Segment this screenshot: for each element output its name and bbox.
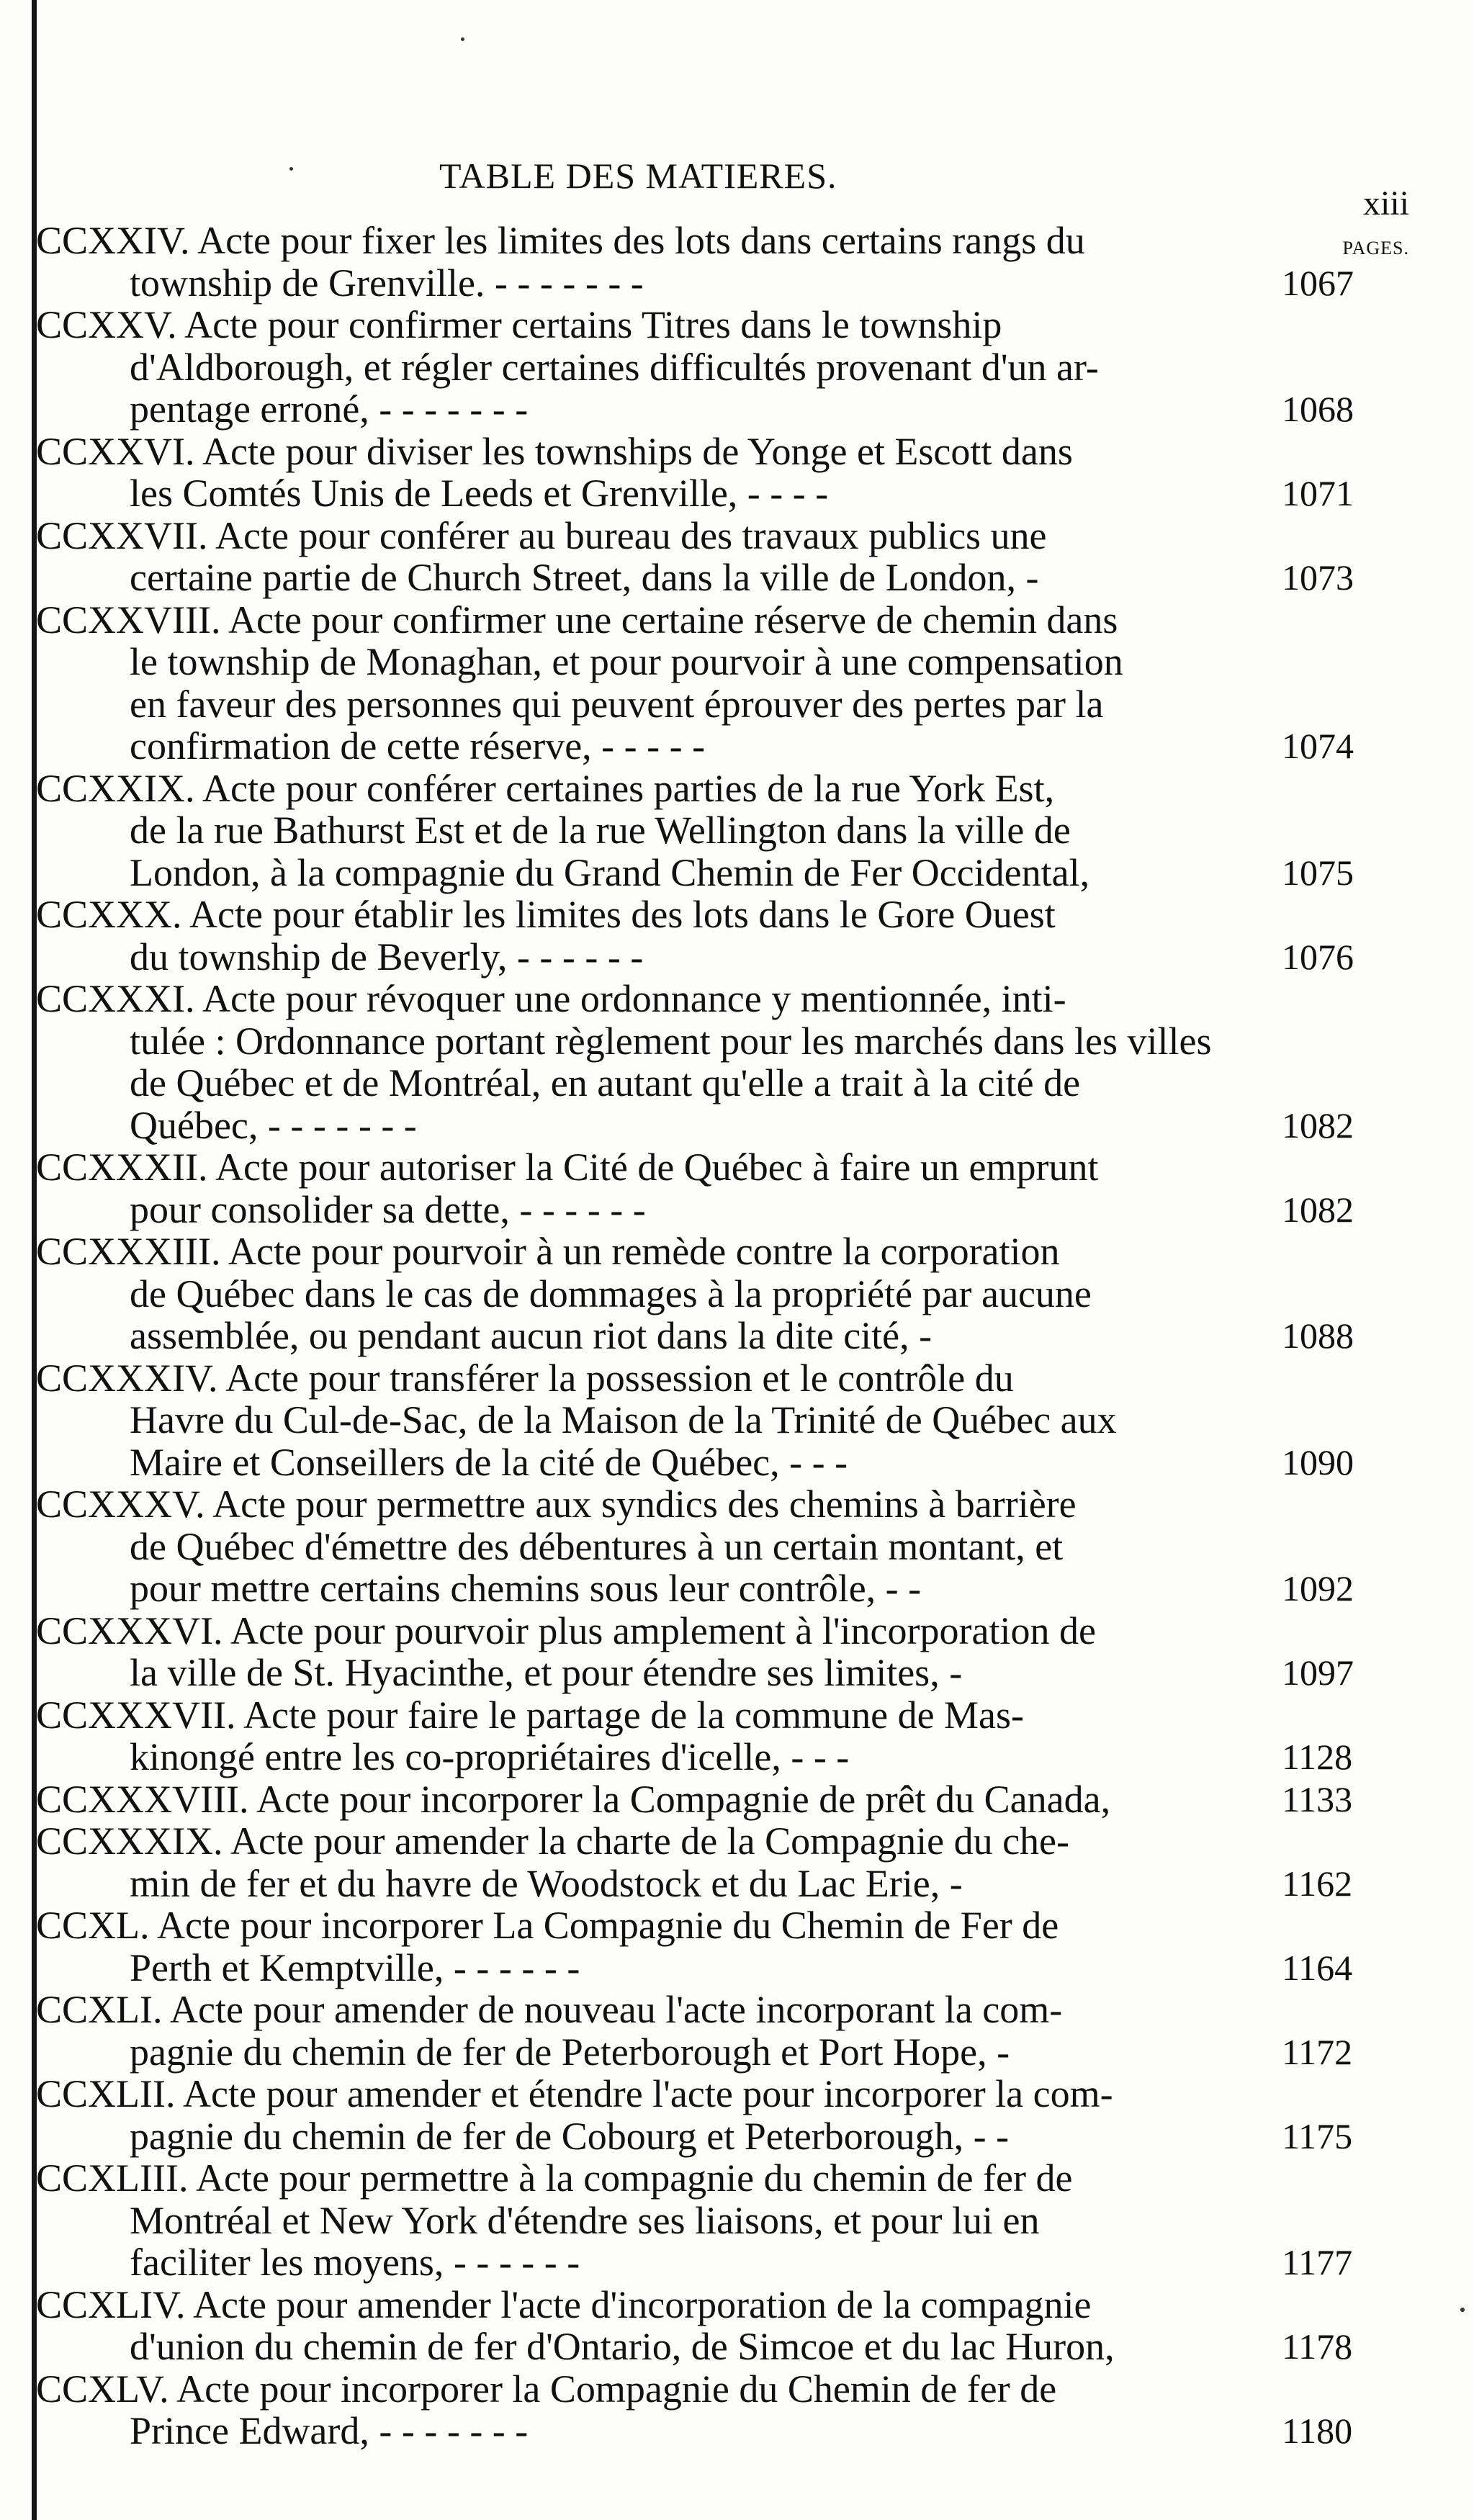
toc-entry — [36, 515, 1404, 599]
toc-entry — [36, 1820, 1404, 1904]
toc-entry-title-line: CCXXXVIII. Acte pour incorporer la Compagnie de prêt du Canada, — [36, 1777, 1111, 1821]
toc-entry-title-line: CCXXV. Acte pour confirmer certains Titres dans le township — [36, 303, 1002, 346]
table-of-contents — [36, 220, 1404, 2452]
page-number: xiii — [1362, 184, 1409, 222]
toc-entry-page-number: 1067 — [1282, 262, 1354, 303]
toc-entry-continuation-line: Québec, - - - - - - - — [130, 1103, 417, 1147]
toc-entry — [36, 1989, 1404, 2073]
ink-speck — [1460, 2308, 1465, 2312]
toc-entry — [36, 1146, 1404, 1230]
toc-entry-continuation-line: Maire et Conseillers de la cité de Québec, - - - — [130, 1440, 848, 1484]
toc-entry — [36, 768, 1404, 894]
toc-entry-continuation-line: faciliter les moyens, - - - - - - — [130, 2241, 580, 2284]
toc-entry — [36, 1694, 1404, 1778]
toc-entry — [36, 2368, 1404, 2452]
toc-entry-continuation-line: pour consolider sa dette, - - - - - - — [130, 1187, 646, 1231]
toc-entry-continuation-line: min de fer et du havre de Woodstock et du Lac Erie, - — [130, 1861, 963, 1905]
toc-entry-page-number: 1082 — [1282, 1104, 1354, 1146]
toc-entry-title-line: CCXXXI. Acte pour révoquer une ordonnance y mentionnée, inti- — [36, 977, 1066, 1020]
toc-entry-page-number: 1076 — [1282, 936, 1354, 977]
toc-entry-continuation-line: Prince Edward, - - - - - - - — [130, 2409, 529, 2452]
toc-entry-page-number: 1097 — [1282, 1652, 1354, 1693]
toc-entry — [36, 1778, 1404, 1821]
toc-entry-continuation-line: Montréal et New York d'étendre ses liaisons, et pour lui en — [130, 2198, 1040, 2242]
toc-entry-continuation-line: township de Grenville. - - - - - - - — [130, 261, 644, 305]
toc-entry-continuation-line: du township de Beverly, - - - - - - — [130, 935, 644, 978]
toc-entry-page-number: 1068 — [1282, 389, 1354, 429]
toc-entry-page-number: 1177 — [1282, 2242, 1353, 2282]
toc-entry-title-line: CCXXXIII. Acte pour pourvoir à un remède contre la corporation — [36, 1230, 1060, 1273]
toc-entry — [36, 431, 1404, 515]
toc-entry-title-line: CCXXXV. Acte pour permettre aux syndics des chemins à barrière — [36, 1482, 1077, 1526]
toc-entry-title-line: CCXLV. Acte pour incorporer la Compagnie du Chemin de fer de — [36, 2367, 1057, 2411]
toc-entry-page-number: 1162 — [1282, 1863, 1353, 1904]
toc-entry-continuation-line: pour mettre certains chemins sous leur contrôle, - - — [130, 1567, 922, 1610]
toc-entry-continuation-line: London, à la compagnie du Grand Chemin de Fer Occidental, — [130, 850, 1090, 894]
toc-entry-continuation-line: d'union du chemin de fer d'Ontario, de Simcoe et du lac Huron, — [130, 2325, 1115, 2368]
ink-speck — [461, 37, 464, 41]
toc-entry-page-number: 1172 — [1282, 2031, 1353, 2072]
toc-entry — [36, 2157, 1404, 2284]
toc-entry-page-number: 1075 — [1282, 852, 1354, 893]
toc-entry-page-number: 1164 — [1282, 1947, 1353, 1988]
toc-entry-title-line: CCXXXVI. Acte pour pourvoir plus amplement à l'incorporation de — [36, 1608, 1096, 1652]
toc-entry-continuation-line: confirmation de cette réserve, - - - - - — [130, 724, 706, 768]
toc-entry-title-line: CCXLI. Acte pour amender de nouveau l'acte incorporant la com- — [36, 1988, 1063, 2031]
toc-entry-title-line: CCXXIX. Acte pour conférer certaines parties de la rue York Est, — [36, 766, 1055, 810]
toc-entry-title-line: CCXXXVII. Acte pour faire le partage de la commune de Mas- — [36, 1693, 1025, 1737]
toc-entry-continuation-line: pentage erroné, - - - - - - - — [130, 387, 529, 431]
toc-entry — [36, 1230, 1404, 1357]
toc-entry-title-line: CCXXXII. Acte pour autoriser la Cité de Québec à faire un emprunt — [36, 1146, 1099, 1189]
toc-entry-page-number: 1133 — [1282, 1778, 1353, 1819]
toc-entry-page-number: 1071 — [1282, 473, 1354, 513]
toc-entry-continuation-line: Perth et Kemptville, - - - - - - — [130, 1945, 580, 1989]
toc-entry-title-line: CCXLII. Acte pour amender et étendre l'acte pour incorporer la com- — [36, 2072, 1113, 2115]
toc-entry-continuation-line: en faveur des personnes qui peuvent éprouver des pertes par la — [130, 682, 1104, 726]
toc-entry-title-line: CCXXXIV. Acte pour transférer la possession et le contrôle du — [36, 1356, 1014, 1400]
toc-entry-page-number: 1128 — [1282, 1737, 1353, 1777]
toc-entry-page-number: 1090 — [1282, 1441, 1354, 1482]
toc-entry-continuation-line: pagnie du chemin de fer de Cobourg et Peterborough, - - — [130, 2114, 1010, 2158]
toc-entry-title-line: CCXXXIX. Acte pour amender la charte de la Compagnie du che- — [36, 1819, 1070, 1863]
toc-entry-title-line: CCXXX. Acte pour établir les limites des lots dans le Gore Ouest — [36, 893, 1056, 936]
toc-entry-page-number: 1180 — [1282, 2411, 1353, 2451]
page-header — [0, 155, 1474, 222]
toc-entry-continuation-line: kinongé entre les co-propriétaires d'icelle, - - - — [130, 1735, 850, 1778]
toc-entry-page-number: 1175 — [1282, 2115, 1353, 2156]
toc-entry-continuation-line: le township de Monaghan, et pour pourvoir à une compensation — [130, 640, 1123, 683]
toc-entry-continuation-line: tulée : Ordonnance portant règlement pour les marchés dans les villes — [130, 1019, 1212, 1063]
toc-entry-continuation-line: pagnie du chemin de fer de Peterborough et Port Hope, - — [130, 2030, 1010, 2074]
toc-entry-continuation-line: de Québec d'émettre des débentures à un certain montant, et — [130, 1524, 1064, 1568]
toc-entry-continuation-line: de Québec et de Montréal, en autant qu'elle a trait à la cité de — [130, 1061, 1081, 1104]
toc-entry-continuation-line: d'Aldborough, et régler certaines difficultés provenant d'un ar- — [130, 345, 1099, 389]
toc-entry — [36, 599, 1404, 768]
toc-entry-page-number: 1073 — [1282, 557, 1354, 598]
toc-entry — [36, 1357, 1404, 1484]
toc-entry-title-line: CCXLIV. Acte pour amender l'acte d'incorporation de la compagnie — [36, 2282, 1092, 2326]
toc-entry-page-number: 1088 — [1282, 1315, 1354, 1356]
toc-entry-continuation-line: les Comtés Unis de Leeds et Grenville, - - - - — [130, 472, 829, 515]
toc-entry-page-number: 1092 — [1282, 1568, 1354, 1608]
page-title: TABLE DES MATIERES. — [439, 156, 837, 196]
toc-entry-title-line: CCXXIV. Acte pour fixer les limites des lots dans certains rangs du — [36, 219, 1085, 262]
toc-entry — [36, 304, 1404, 431]
toc-entry — [36, 978, 1404, 1146]
toc-entry-page-number: 1074 — [1282, 726, 1354, 766]
toc-entry-title-line: CCXXVI. Acte pour diviser les townships de Yonge et Escott dans — [36, 429, 1073, 473]
toc-entry-continuation-line: Havre du Cul-de-Sac, de la Maison de la Trinité de Québec aux — [130, 1398, 1117, 1441]
toc-entry — [36, 220, 1404, 304]
toc-entry-page-number: 1178 — [1282, 2326, 1353, 2367]
toc-entry — [36, 2284, 1404, 2368]
toc-entry-continuation-line: de Québec dans le cas de dommages à la propriété par aucune — [130, 1272, 1092, 1315]
toc-entry — [36, 894, 1404, 978]
toc-entry — [36, 2073, 1404, 2157]
toc-entry — [36, 1610, 1404, 1694]
toc-entry-title-line: CCXXVII. Acte pour conférer au bureau des travaux publics une — [36, 513, 1047, 557]
toc-entry — [36, 1483, 1404, 1610]
toc-entry-continuation-line: certaine partie de Church Street, dans la ville de London, - — [130, 556, 1039, 599]
toc-entry-continuation-line: de la rue Bathurst Est et de la rue Wellington dans la ville de — [130, 809, 1071, 852]
toc-entry-page-number: 1082 — [1282, 1189, 1354, 1230]
toc-entry-continuation-line: la ville de St. Hyacinthe, et pour étendre ses limites, - — [130, 1651, 963, 1694]
toc-entry-title-line: CCXL. Acte pour incorporer La Compagnie du Chemin de Fer de — [36, 1904, 1059, 1947]
toc-entry — [36, 1904, 1404, 1989]
pages-column-label: PAGES. — [1342, 238, 1409, 258]
toc-entry-title-line: CCXLIII. Acte pour permettre à la compagnie du chemin de fer de — [36, 2156, 1073, 2200]
toc-entry-continuation-line: assemblée, ou pendant aucun riot dans la dite cité, - — [130, 1314, 933, 1357]
toc-entry-title-line: CCXXVIII. Acte pour confirmer une certaine réserve de chemin dans — [36, 598, 1118, 642]
